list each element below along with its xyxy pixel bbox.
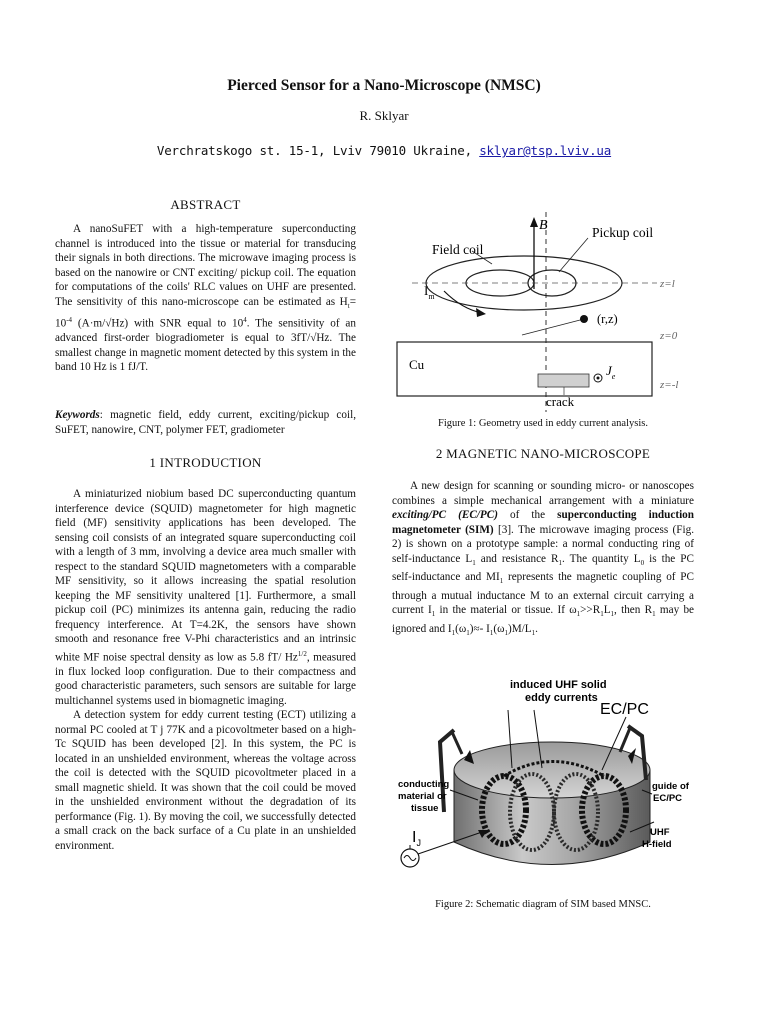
abstract-heading: ABSTRACT [170,197,241,212]
label-eddy-currents-2: eddy currents [525,692,598,704]
section2-paragraph: A new design for scanning or sounding micro- or nanoscopes combines a simple mechanical arrangement with a miniature exciting/PC (EC/PC) of the superconducting induction magnetometer (SIM) [3]. The microwave imaging process (Fig. 2) is shown on a prototype sample: a normal conducting ring of self-inductance $L_1$ and resistance $R_1$. The quantity $L_0$ is the PC self-inductance and $MI_1$ represents the magnetic coupling of PC through a mutual inductance M to an external circuit carrying a current $I_1$ in the material or tissue. If $\omega_1>>R_1L_1$, then $R_1$ may be ignored and $I_1(\omega_1)\approx-$ $I_1(\omega_1)M/L_1$. [392,480,695,638]
label-cu: Cu [409,357,425,372]
figure2-diagram [392,672,712,892]
label-rz: (r,z) [597,312,618,326]
author-email-link[interactable]: sklyar@tsp.lviv.ua [479,143,612,158]
label-im: $I_m$ [424,283,435,301]
keywords-text: : magnetic field, eddy current, exciting/pickup coil, SuFET, nanowire, CNT, polymer FET, gradiometer [55,409,356,436]
section2-body [392,479,694,641]
label-ecpc: EC/PC [600,701,649,718]
label-z-minus-l: z=-l [660,379,679,391]
section1-body [55,487,356,853]
figure2-caption: Figure 2: Schematic diagram of SIM based MNSC. [435,899,651,910]
section1-heading: 1 INTRODUCTION [149,455,262,470]
label-z-l: z=l [660,278,675,290]
figure1-caption: Figure 1: Geometry used in eddy current analysis. [438,418,648,429]
label-field-coil: Field coil [432,242,484,257]
paper-author: R. Sklyar [359,108,409,123]
cu-plate [397,342,652,396]
abstract-paragraph: A nanoSuFET with a high-temperature superconducting channel is introduced into the tissue or material for transducing their signals in both directions. The microwave imaging process is based on the nanowire or CNT exciting/ pickup coil. The equation for computations of the coils' RLC values on UHF are presented. The sensitivity of this nano-microscope can be estimated as $H_t= 10^{-4}$ (A·m/√Hz) with SNR equal to $10^4$. The sensitivity of an advanced first-order biogradiometer is equal to 3fT/√Hz. The smallest change in magnetic moment detected by this system in the band 10 Hz is 1 fJ/T. [55,223,356,374]
observation-point [580,315,588,323]
crack-shape [538,374,589,387]
keywords-label: Keywords [55,409,100,421]
abstract-body [55,222,356,375]
label-material-3: tissue [411,803,439,814]
label-guide-1: guide of [652,781,689,792]
label-uhf-2: H-field [642,839,672,850]
label-b: B [539,218,548,233]
author-address [0,143,768,158]
label-guide-2: EC/PC [653,793,683,804]
label-material-1: conducting [398,779,450,790]
section2-heading: 2 MAGNETIC NANO-MICROSCOPE [435,446,651,461]
label-uhf-1: UHF [650,827,670,838]
label-crack: crack [546,394,575,409]
label-pickup-coil: Pickup coil [592,225,654,240]
label-z-0: z=0 [660,330,678,342]
paper-title: Pierced Sensor for a Nano-Microscope (NMSC) [227,77,541,94]
keywords [55,408,356,437]
section1-paragraph-1: A miniaturized niobium based DC superconducting quantum interference device (SQUID) magnetometer for high magnetic field (MF) sensitivity applications has been developed. The sensing coil consists of an integrated square superconducting coil with a length of 3 mm, involving a device area much smaller with respect to the standard SQUID magnetometers with a comparable MF sensitivity, so it allows increasing the spatial resolution keeping the MF sensitivity unaltered [1]. Furthermore, a small pickup coil (PC) minimizes its antenna gain, reducing the radio frequency interference. At T=4.2K, the sensors have shown smooth and resonance free V-Phi characteristics and an intrinsic white MF noise spectral density as low as 5.8 fT/ $Hz^{1/2}$, measured in flux locked loop configuration. Due to their compactness and good characteristic parameters, such sensors are suitable for large multichannel systems used in biomagnetic imaging. [55,488,356,707]
label-material-2: material or [398,791,447,802]
label-eddy-currents-1: induced UHF solid [510,679,607,691]
section1-paragraph-2: A detection system for eddy current testing (ECT) utilizing a normal PC cooled at T j 77K and a picovoltmeter based on a high-Tc SQUID has been developed [2]. In this system, the PC is located in an unshielded environment, whereas the voltage across the coil is detected with the SQUID picovoltmeter placed in a small magnetic shield. It was shown that the coil could be moved in the unshielded environment without the degradation of its performance (Fig. 1). By moving the coil, we successfully detected a small crack on the back surface of a Cu plate in an unshielded environment. [55,709,356,852]
figure1-diagram [392,207,702,412]
address-text: Verchratskogo st. 15-1, Lviv 79010 Ukraine, [156,143,480,158]
label-je: $J_e$ [606,363,616,381]
label-ij: $I_J$ [412,829,421,848]
